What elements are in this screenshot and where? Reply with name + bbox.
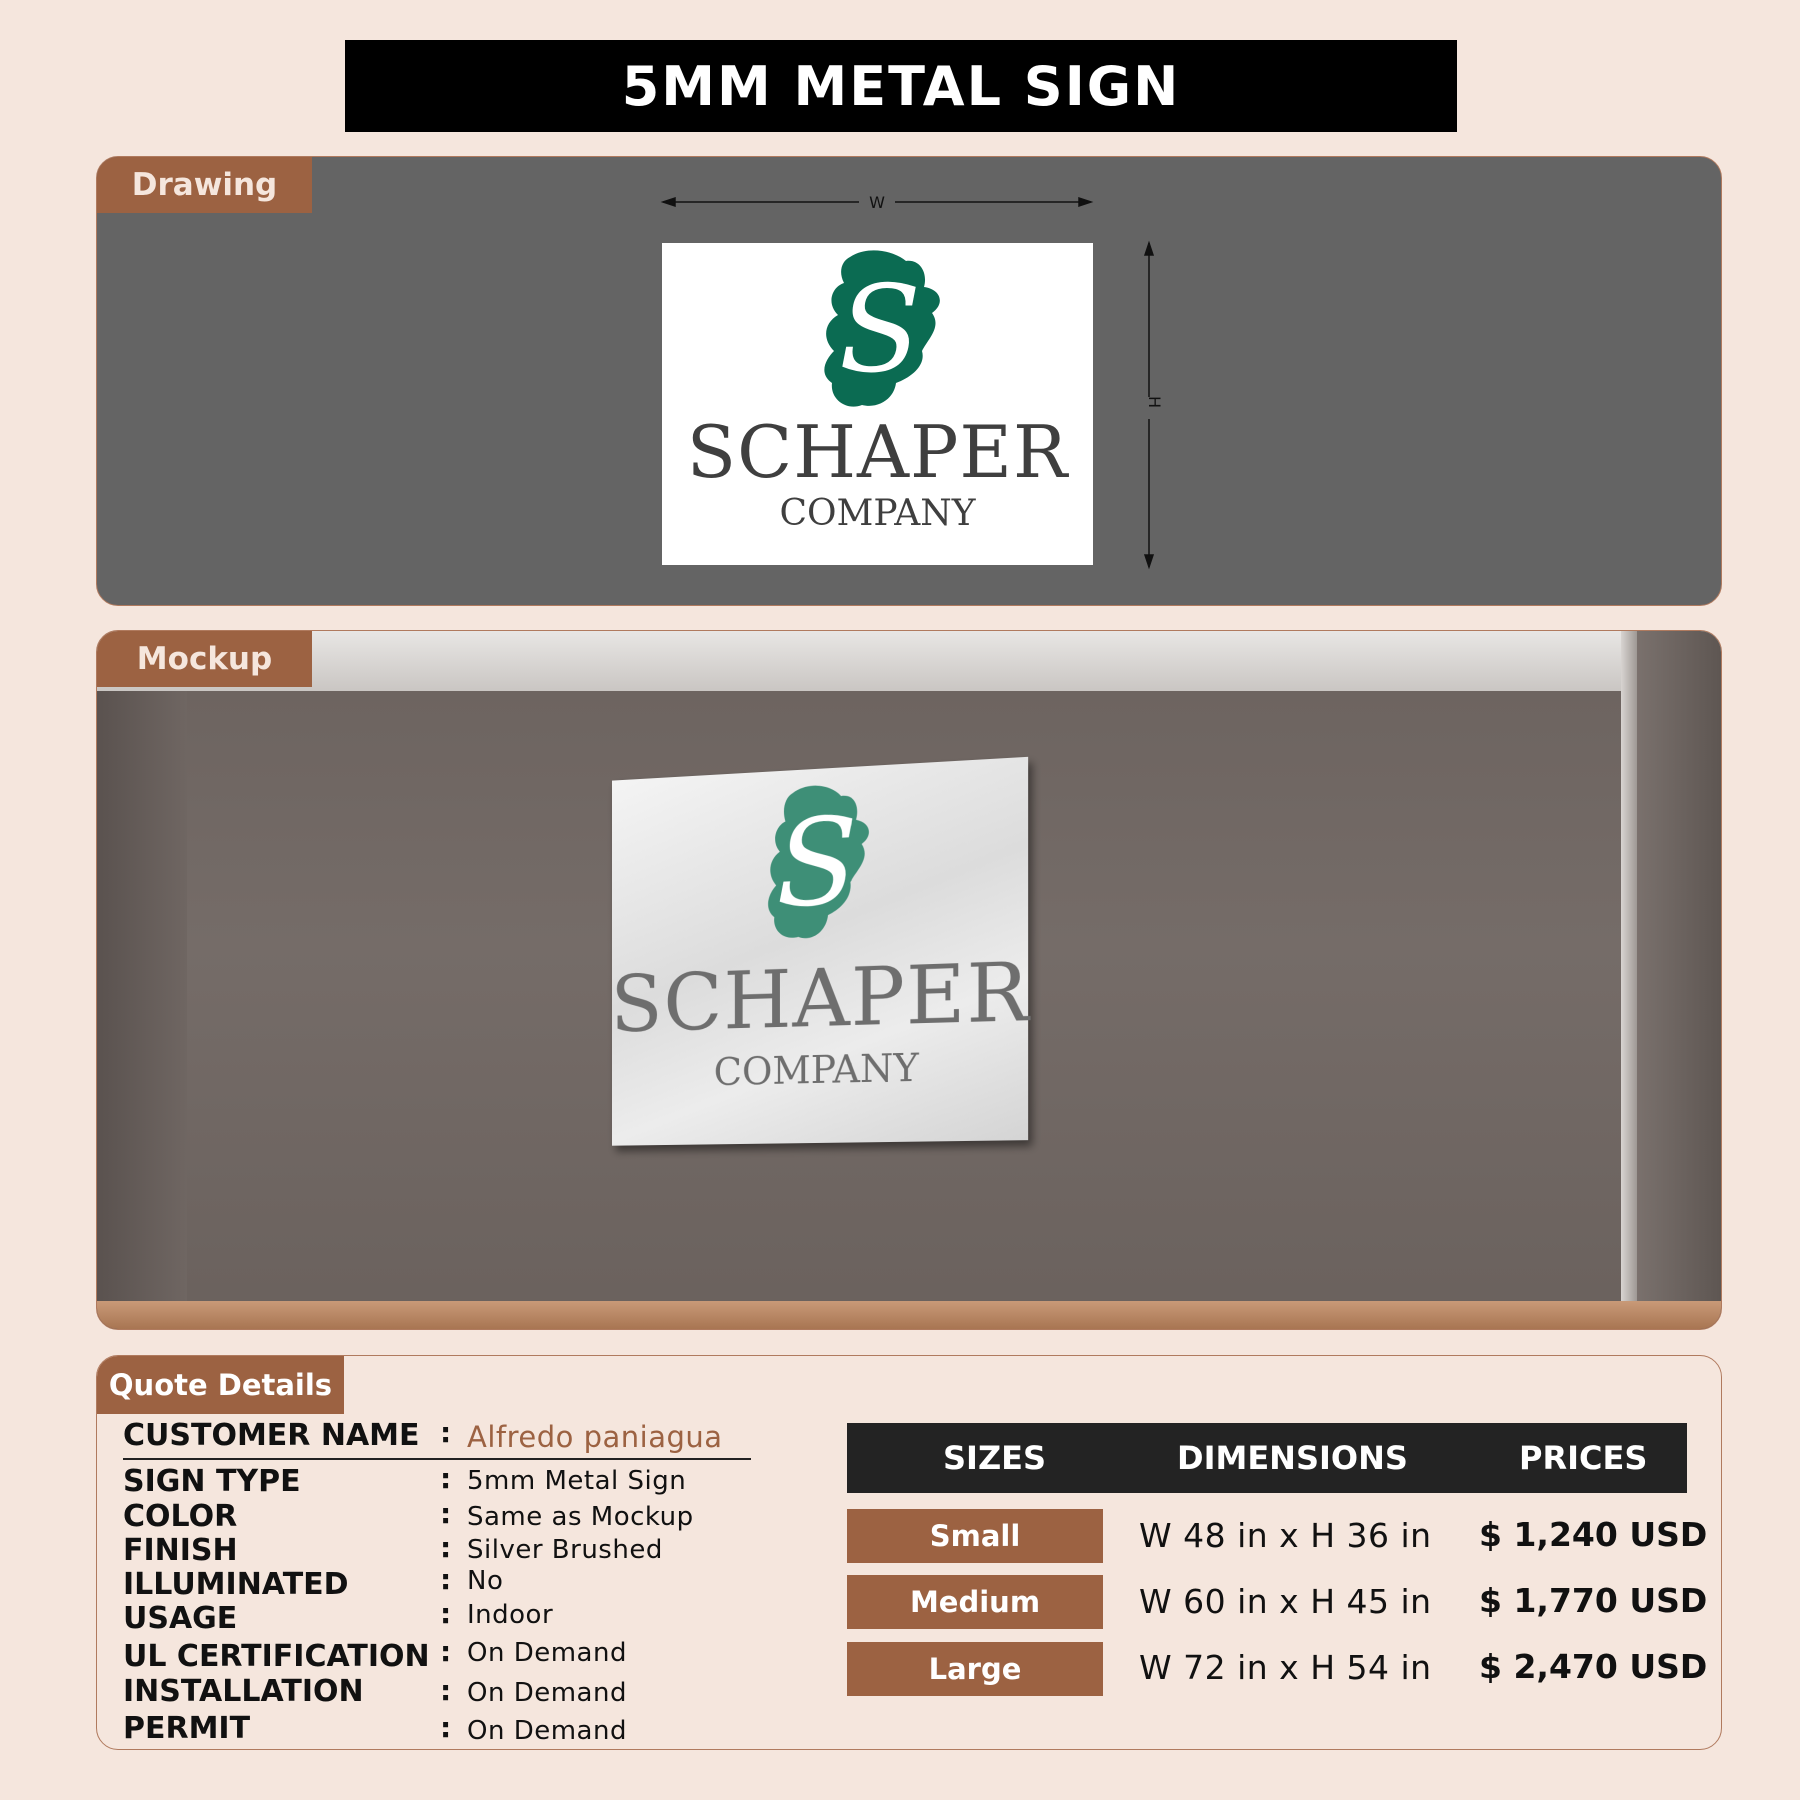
field-value: Silver Brushed [467,1535,663,1565]
field-label: SIGN TYPE [123,1464,301,1499]
logo-letter: S [838,261,921,400]
height-label: H [1145,395,1164,409]
drawing-sign [662,243,1093,565]
dimensions-medium: W 60 in x H 45 in [1139,1582,1432,1621]
sizes-header: SIZES [943,1439,1047,1477]
dimensions-header: DIMENSIONS [1177,1439,1408,1477]
drawing-panel [96,156,1722,606]
logo-brush-icon [798,243,958,418]
pricing-table-header [847,1423,1687,1493]
prices-header: PRICES [1519,1439,1648,1477]
mockup-brand-sub: COMPANY [713,1045,919,1094]
field-value: On Demand [467,1678,627,1708]
field-label: PERMIT [123,1711,251,1746]
quote-tab: Quote Details [97,1356,344,1414]
width-label: W [869,193,885,212]
price-large: $ 2,470 USD [1479,1647,1708,1686]
mockup-brand-name: SCHAPER [610,944,1030,1051]
field-value: On Demand [467,1638,627,1668]
field-label: ILLUMINATED [123,1567,349,1602]
mockup-floor [97,1301,1721,1329]
dimensions-small: W 48 in x H 36 in [1139,1516,1432,1555]
mockup-tab: Mockup [97,631,312,687]
price-small: $ 1,240 USD [1479,1515,1708,1554]
customer-name-label: CUSTOMER NAME [123,1418,420,1453]
dimensions-large: W 72 in x H 54 in [1139,1648,1432,1687]
field-value: On Demand [467,1716,627,1746]
mockup-right-wall [1637,631,1721,1329]
size-medium: Medium [847,1575,1103,1629]
field-label: INSTALLATION [123,1674,364,1709]
size-large: Large [847,1642,1103,1696]
mockup-logo-icon [741,765,890,962]
mockup-ceiling [97,631,1721,693]
customer-name-value: Alfredo paniagua [467,1420,723,1454]
field-value: No [467,1566,504,1596]
page-title: 5MM METAL SIGN [345,40,1457,132]
field-label: USAGE [123,1601,238,1636]
quote-panel: Quote Details CUSTOMER NAME : Alfredo paniagua SIGN TYPE : 5mm Metal Sign COLOR : Same as Mockup FINISH : Silver Brushed ILLUMINATED : No USAGE : Indoor UL CERTIFICATION : On Demand INSTALLATION : On Demand PERMIT : On Demand SIZES DIMENSIONS PRICES Small W 48 in x H 36 in $ 1,240 USD Medium W 60 in x H 45 in $ 1,770 USD Large W 72 in x H 54 in $ 2,470 USD [96,1355,1722,1750]
sign-brand-sub: COMPANY [779,493,976,534]
customer-colon: : [440,1416,452,1449]
drawing-tab: Drawing [97,157,312,213]
size-small: Small [847,1509,1103,1563]
field-label: UL CERTIFICATION [123,1639,430,1674]
field-label: FINISH [123,1533,238,1568]
mockup-sign [612,757,1028,1146]
mockup-panel [96,630,1722,1330]
mockup-logo-letter: S [776,790,858,935]
sign-brand-name: SCHAPER [686,410,1069,494]
mockup-left-wall [97,691,187,1329]
field-value: 5mm Metal Sign [467,1466,687,1496]
customer-underline [123,1458,751,1460]
field-value: Same as Mockup [467,1502,694,1532]
mockup-pillar [1621,631,1637,1329]
field-value: Indoor [467,1600,554,1630]
field-label: COLOR [123,1499,238,1534]
price-medium: $ 1,770 USD [1479,1581,1708,1620]
